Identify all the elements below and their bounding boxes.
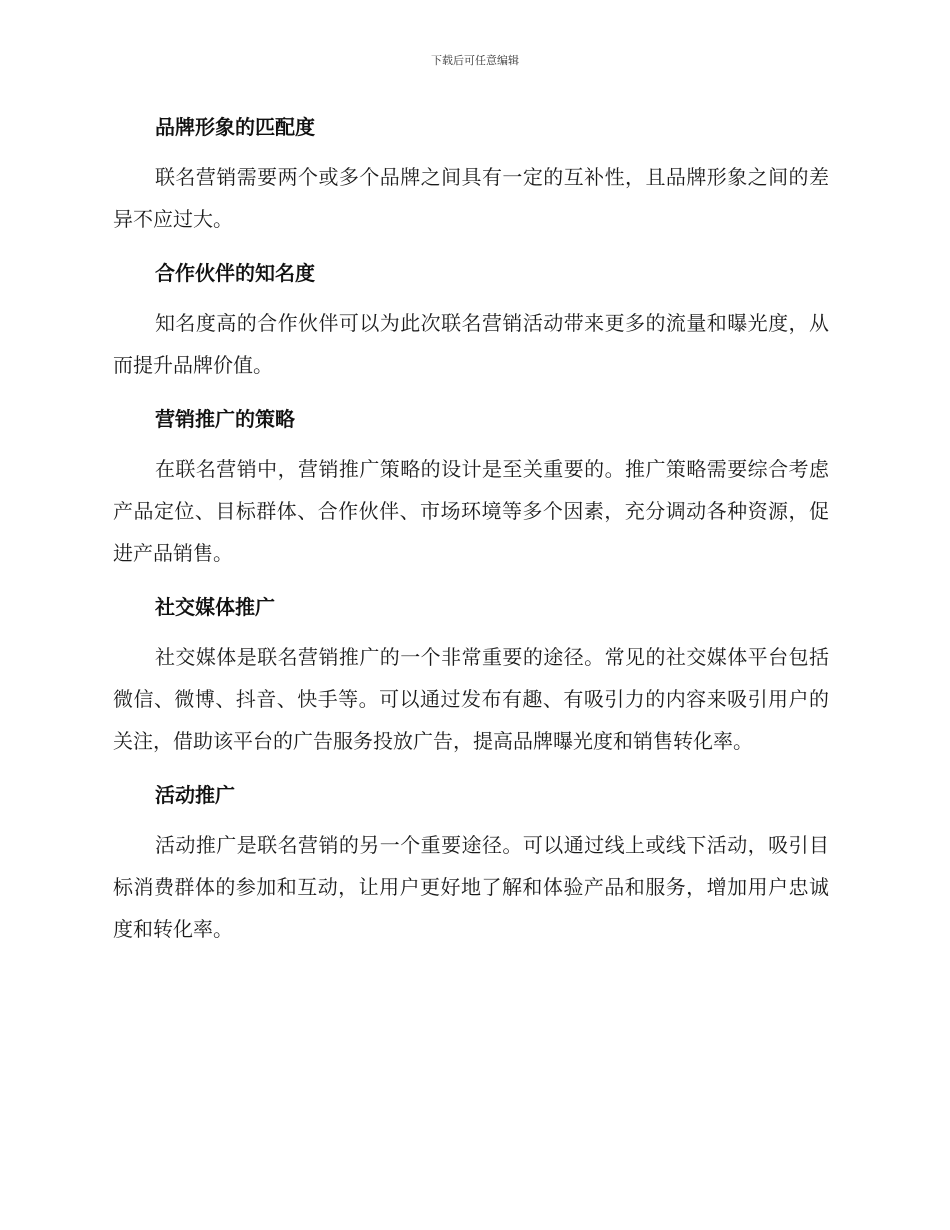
page-header: 下载后可任意编辑 bbox=[431, 54, 519, 67]
section-promotion-strategy bbox=[113, 398, 829, 574]
section-social-media-promotion bbox=[113, 586, 829, 762]
section-heading: 社交媒体推广 bbox=[155, 595, 275, 619]
section-heading: 合作伙伴的知名度 bbox=[155, 261, 315, 285]
section-heading: 品牌形象的匹配度 bbox=[155, 115, 315, 139]
section-brand-image-match bbox=[113, 106, 829, 240]
section-paragraph: 活动推广是联名营销的另一个重要途径。可以通过线上或线下活动，吸引目标消费群体的参加和互动，让用户更好地了解和体验产品和服务，增加用户忠诚度和转化率。 bbox=[113, 833, 829, 941]
section-event-promotion bbox=[113, 774, 829, 950]
section-paragraph: 社交媒体是联名营销推广的一个非常重要的途径。常见的社交媒体平台包括微信、微博、抖音、快手等。可以通过发布有趣、有吸引力的内容来吸引用户的关注，借助该平台的广告服务投放广告，提高品牌曝光度和销售转化率。 bbox=[113, 645, 829, 753]
section-heading: 营销推广的策略 bbox=[155, 407, 295, 431]
section-paragraph: 在联名营销中，营销推广策略的设计是至关重要的。推广策略需要综合考虑产品定位、目标群体、合作伙伴、市场环境等多个因素，充分调动各种资源，促进产品销售。 bbox=[113, 457, 829, 565]
section-partner-popularity bbox=[113, 252, 829, 386]
section-paragraph: 知名度高的合作伙伴可以为此次联名营销活动带来更多的流量和曝光度，从而提升品牌价值。 bbox=[113, 311, 829, 377]
section-heading: 活动推广 bbox=[155, 783, 235, 807]
section-paragraph: 联名营销需要两个或多个品牌之间具有一定的互补性，且品牌形象之间的差异不应过大。 bbox=[113, 165, 829, 231]
document-content bbox=[113, 106, 829, 962]
